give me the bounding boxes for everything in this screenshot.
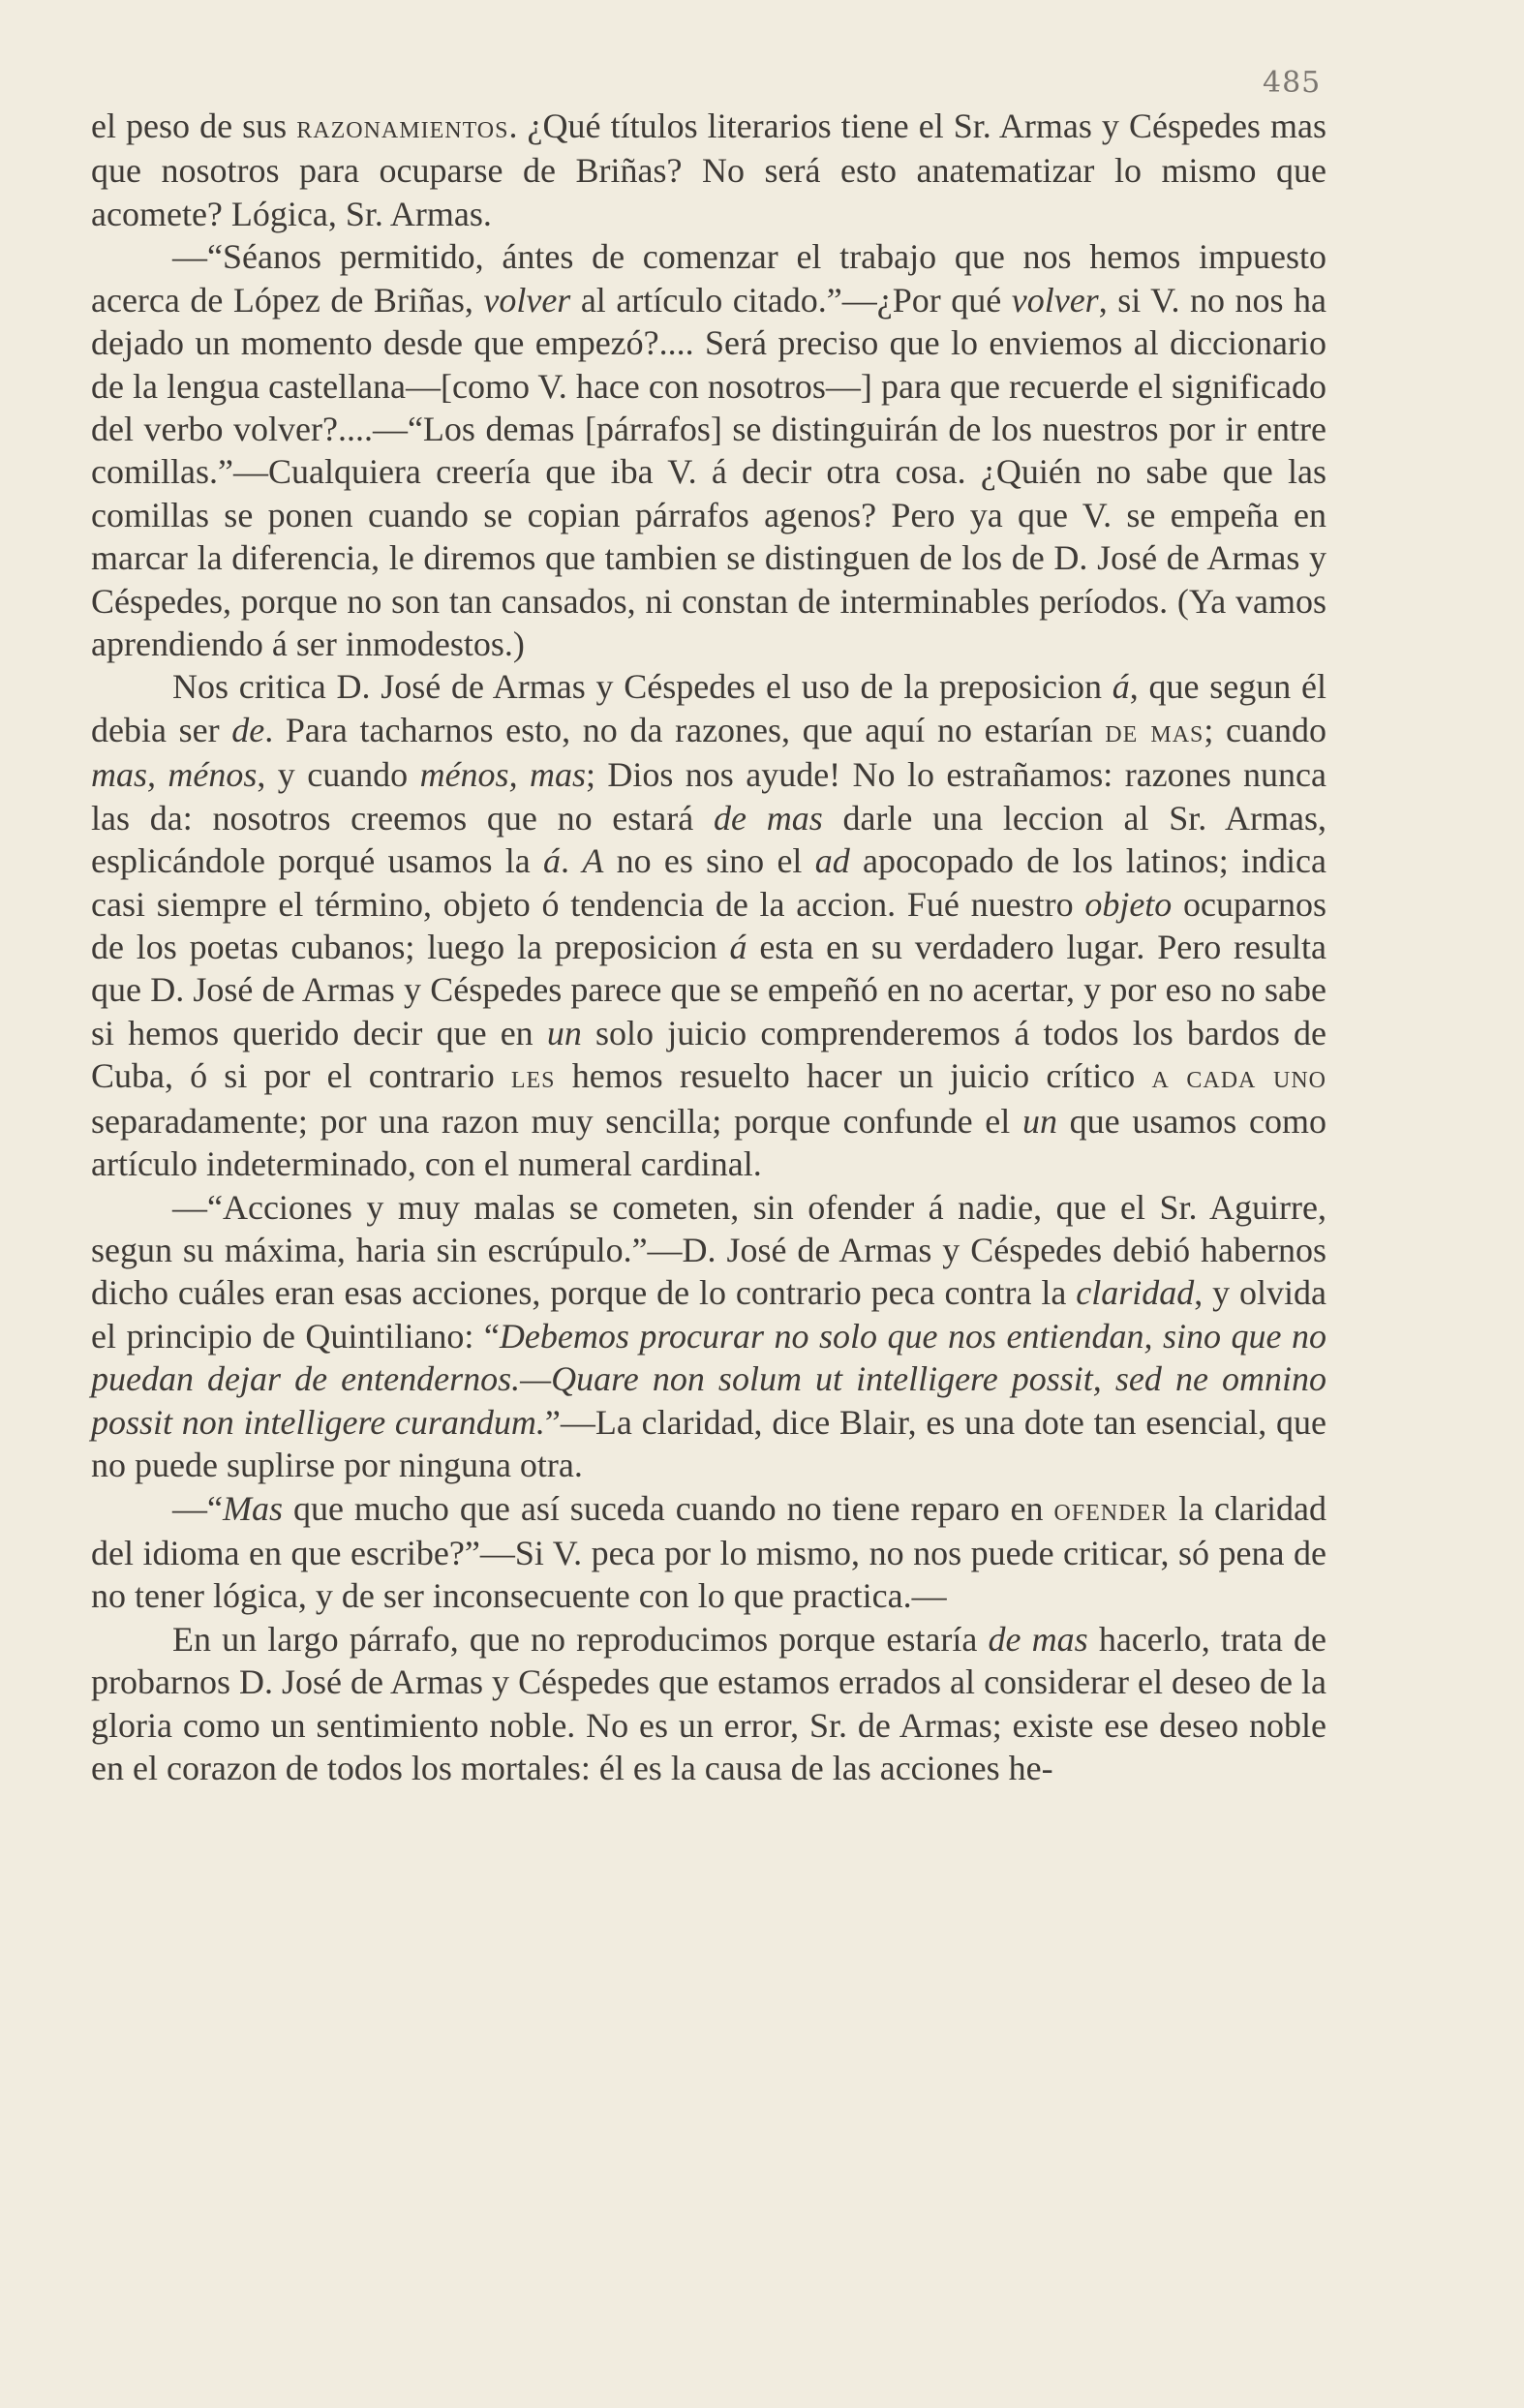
text-run: . Para tacharnos esto, no da razones, que aquí no estarían	[264, 710, 1106, 749]
text-run: esta en su verdadero lugar. Pero resulta que D. José de Armas y Céspedes parece que se empeñó en no acertar, y por eso no sabe si hemos querido decir que en	[91, 928, 1326, 1052]
italic-text: de	[231, 710, 265, 749]
small-caps-text: razonamientos	[296, 109, 509, 145]
italic-text: de mas	[988, 1619, 1088, 1659]
paragraph	[91, 665, 1326, 1185]
text-run: no es sino el	[603, 841, 815, 881]
italic-text: volver	[483, 280, 571, 320]
italic-text: Debemos procurar no solo que nos entiendan, sino que no puedan dejar de entendernos.—Quare non solum ut intelligere possit, sed ne omnino possit non intelligere curandum.	[91, 1316, 1326, 1442]
text-run: darle una leccion al Sr. Armas, esplicándole porqué usamos la	[91, 798, 1326, 881]
small-caps-text: ofender	[1053, 1491, 1169, 1528]
text-run: , y cuando	[257, 755, 420, 795]
italic-text: volver	[1011, 280, 1099, 320]
text-run: ; cuando	[1204, 710, 1327, 749]
text-run: —“	[172, 1488, 223, 1528]
paragraph	[91, 105, 1326, 235]
text-run: la claridad del idioma en que escribe?”—Si V. peca por lo mismo, no nos puede criticar, só pena de no tener lógica, y de ser inconsecuente con lo que practica.—	[91, 1488, 1326, 1616]
text-run: , si V. no nos ha dejado un momento desde que empezó?.... Será preciso que lo enviemos al diccionario de la lengua castellana—[como V. hace con nosotros—] para que recuerde el significado del verbo volver?....—“Los demas [párrafos] se distinguirán de los nuestros por ir entre comillas.”—Cualquiera creería que iba V. á decir otra cosa. ¿Quién no sabe que las comillas se ponen cuando se copian párrafos agenos? Pero ya que V. se empeña en marcar la diferencia, le diremos que tambien se distinguen de los de D. José de Armas y Céspedes, porque no son tan cansados, ni constan de interminables períodos. (Ya vamos aprendiendo á ser inmodestos.)	[91, 280, 1326, 664]
italic-text: de mas	[713, 798, 823, 838]
text-run: solo juicio comprenderemos á todos los bardos de Cuba, ó si por el contrario	[91, 1013, 1327, 1096]
text-run: .	[561, 841, 583, 881]
text-run: hemos resuelto hacer un juicio crítico	[555, 1056, 1152, 1096]
page-number: 485	[1263, 66, 1322, 100]
text-run: separadamente; por una razon muy sencilla; porque confunde el	[91, 1101, 1022, 1141]
text-run: —“Acciones y muy malas se cometen, sin ofender á nadie, que el Sr. Aguirre, segun su máxima, haria sin escrúpulo.”—D. José de Armas y Céspedes debió habernos dicho cuáles eran esas acciones, porque de lo contrario peca contra la	[91, 1187, 1326, 1313]
small-caps-text: de mas	[1105, 713, 1204, 749]
page-body-text	[91, 105, 1326, 1789]
small-caps-text: a cada uno	[1151, 1059, 1326, 1096]
text-run: que mucho que así suceda cuando no tiene reparo en	[282, 1488, 1054, 1528]
text-run: ocuparnos de los poetas cubanos; luego la preposicion	[91, 884, 1326, 967]
small-caps-text: les	[510, 1059, 556, 1096]
text-run: Nos critica D. José de Armas y Céspedes el uso de la preposicion	[172, 667, 1113, 707]
italic-text: un	[546, 1013, 582, 1052]
italic-text: ménos, mas	[419, 755, 586, 795]
italic-text: un	[1021, 1101, 1057, 1141]
italic-text: Mas	[222, 1488, 283, 1528]
paragraph	[91, 235, 1326, 665]
italic-text: mas, ménos	[91, 755, 258, 795]
italic-text: A	[582, 841, 604, 881]
italic-text: á	[543, 841, 562, 881]
text-run: . ¿Qué títulos literarios tiene el Sr. Armas y Céspedes mas que nosotros para ocuparse de Briñas? No será esto anatematizar lo mismo que acomete? Lógica, Sr. Armas.	[91, 107, 1327, 233]
text-run: al artículo citado.”—¿Por qué	[570, 280, 1012, 320]
text-run: el peso de sus	[91, 107, 297, 145]
paragraph	[91, 1487, 1326, 1618]
italic-text: á	[729, 928, 747, 967]
italic-text: claridad	[1076, 1273, 1195, 1313]
text-run: apocopado de los latinos; indica casi siempre el término, objeto ó tendencia de la accion. Fué nuestro	[91, 841, 1327, 924]
italic-text: ad	[814, 841, 850, 881]
italic-text: á	[1112, 667, 1130, 707]
text-run: En un largo párrafo, que no reproducimos porque estaría	[172, 1619, 989, 1659]
text-run: ; Dios nos ayude! No lo estrañamos: razones nunca las da: nosotros creemos que no estará	[91, 755, 1327, 838]
text-run: —“Séanos permitido, ántes de comenzar el trabajo que nos hemos impuesto acerca de López de Briñas,	[91, 237, 1326, 320]
text-run: , que segun él debia ser	[91, 667, 1326, 749]
text-run: hacerlo, trata de probarnos D. José de Armas y Céspedes que estamos errados al considerar el deseo de la gloria como un sentimiento noble. No es un error, Sr. de Armas; existe ese deseo noble en el corazon de todos los mortales: él es la causa de las acciones he-	[91, 1619, 1326, 1788]
paragraph	[91, 1186, 1326, 1487]
italic-text: objeto	[1084, 884, 1173, 924]
text-run: , y olvida el principio de Quintiliano: “	[91, 1273, 1327, 1356]
paragraph	[91, 1618, 1326, 1790]
text-run: ”—La claridad, dice Blair, es una dote tan esencial, que no puede suplirse por ninguna otra.	[91, 1402, 1326, 1485]
text-run: que usamos como artículo indeterminado, con el numeral cardinal.	[91, 1101, 1326, 1184]
